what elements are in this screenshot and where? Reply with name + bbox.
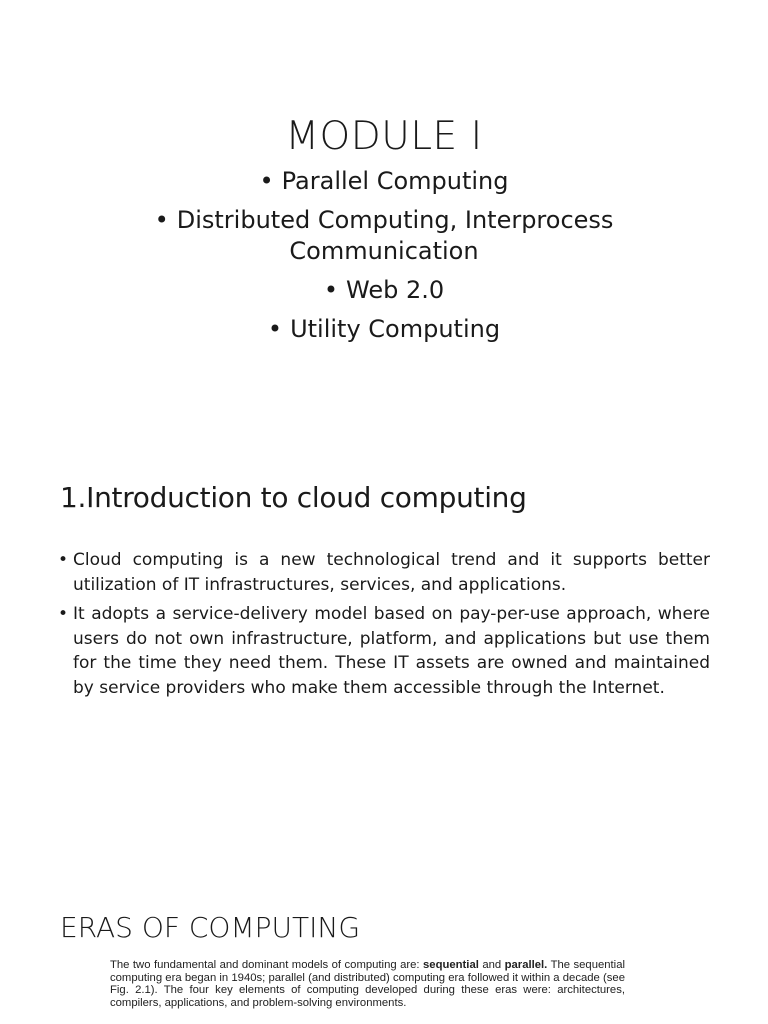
list-item xyxy=(58,602,710,700)
paragraph-bold-text: parallel. xyxy=(504,959,548,971)
paragraph-text: and xyxy=(478,959,505,971)
list-item-text: Web 2.0 xyxy=(346,276,445,304)
body-paragraph xyxy=(110,959,625,1009)
paragraph-text: The two fundamental and dominant models of computing are: xyxy=(110,959,423,971)
list-item xyxy=(0,166,768,197)
slide-title: MODULE I xyxy=(285,114,483,159)
bullet-icon: • xyxy=(267,315,283,343)
list-item xyxy=(58,548,710,597)
list-item-text: Distributed Computing, Interprocess xyxy=(176,206,614,234)
list-item xyxy=(0,275,768,306)
slide-heading: ERAS OF COMPUTING xyxy=(60,911,361,944)
list-item xyxy=(0,314,768,345)
bullet-icon: • xyxy=(323,276,339,304)
slide-intro-cloud xyxy=(0,430,768,860)
list-item-text-continued: Communication xyxy=(289,237,479,265)
bullet-icon: • xyxy=(58,550,69,570)
paragraph-bold-text: sequential xyxy=(423,959,479,971)
slide-eras-of-computing xyxy=(0,860,768,1024)
list-item-text: It adopts a service-delivery model based on pay-per-use approach, where users do not own infrastructure, platform, and applications but use them for the time they need them. These IT assets are owned and maintained by service providers who make them accessible through the Internet. xyxy=(73,604,710,698)
paragraph-text: The sequential computing era began in 1940s; parallel (and distributed) computing era followed it within a decade (see Fig. 2.1). The four key elements of computing developed during these eras were: architectures, compilers, applications, and problem-solving environments. xyxy=(110,959,625,1009)
intro-bullet-list xyxy=(58,548,710,705)
list-item-text: Utility Computing xyxy=(290,315,501,343)
bullet-icon: • xyxy=(259,167,274,195)
slide-heading: 1.Introduction to cloud computing xyxy=(60,481,527,514)
bullet-icon: • xyxy=(154,206,169,234)
list-item-text: Cloud computing is a new technological trend and it supports better utilization of IT infrastructures, services, and applications. xyxy=(73,550,710,595)
bullet-icon: • xyxy=(58,604,69,624)
list-item-text: Parallel Computing xyxy=(281,167,509,195)
topic-list xyxy=(0,166,768,353)
slide-module-overview xyxy=(0,0,768,430)
list-item xyxy=(0,205,768,267)
